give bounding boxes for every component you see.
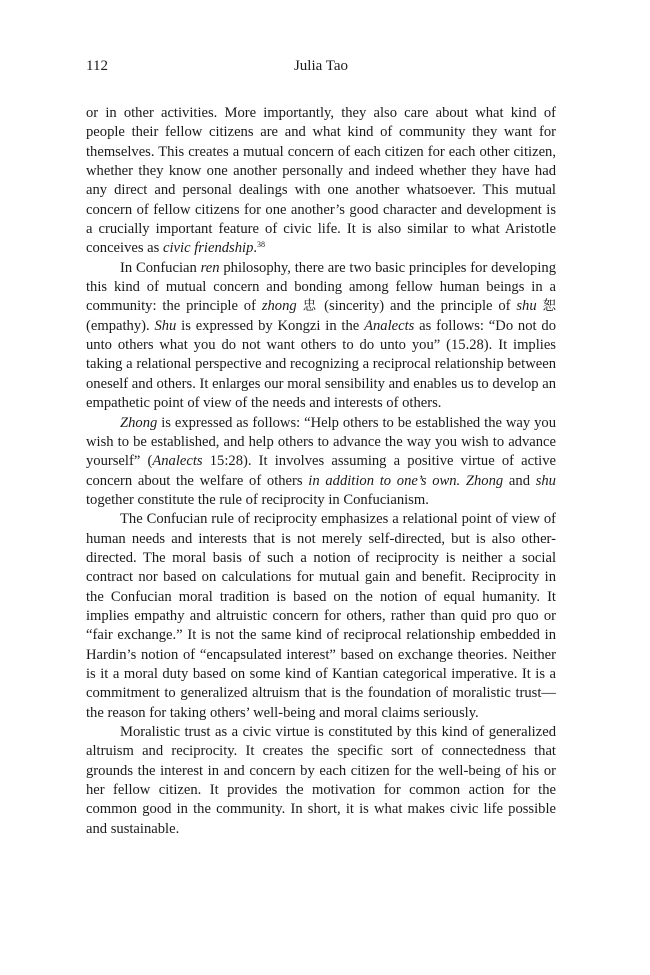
- italic-term: civic friendship: [163, 240, 254, 257]
- italic-term: Shu: [154, 317, 177, 334]
- body-text: [86, 104, 556, 839]
- chinese-character-zhong: 忠: [302, 298, 319, 315]
- text-run: as follows: “Do not do unto others what you do not want others to do unto you” (15.28). It implies taking a relational perspective and recognizing a reciprocal relationship between oneself and others. It enlarges our moral sensibility and enables us to develop an empathetic point of view of the needs and interests of others.: [86, 317, 556, 412]
- page-number: 112: [86, 58, 108, 74]
- text-run: The Confucian rule of reciprocity emphasizes a relational point of view of human needs and interests that is not merely self-directed, but is also other-directed. The moral basis of such a notion of reciprocity is neither a social contract nor based on calculations for mutual gain and benefit. Reciprocity in the Confucian moral tradition is based on the notion of equal humanity. It implies empathy and altruistic concern for others, rather than quid pro quo or “fair exchange.” It is not the same kind of reciprocal relationship embedded in Hardin’s notion of “encapsulated interest” based on exchange theories. Neither is it a moral duty based on some kind of Kantian categorical imperative. It is a commitment to generalized altruism that is the foundation of moralistic trust—the reason for taking others’ well-being and moral claims seriously.: [86, 511, 556, 721]
- italic-title: Analects: [152, 453, 203, 470]
- italic-term: ren: [200, 259, 220, 276]
- text-run: together constitute the rule of reciprocity in Confucianism.: [86, 491, 429, 508]
- paragraph-moralistic-trust: [86, 723, 556, 839]
- text-run: Moralistic trust as a civic virtue is constituted by this kind of generalized altruism and reciprocity. It creates the specific sort of connectedness that grounds the interest in and concern by each citizen for the well-being of his or her fellow citizen. It provides the motivation for common action for the common good in the community. In short, it is what makes civic life possible and sustainable.: [86, 724, 556, 837]
- text-run: and: [503, 472, 536, 489]
- italic-title: Analects: [364, 317, 415, 334]
- text-run: philosophy, there are two basic principles for developing this kind of mutual concern and bonding among fellow human beings in a community: the principle of: [86, 259, 556, 315]
- text-run: (sincerity) and the principle of: [318, 298, 517, 315]
- paragraph-zhong: [86, 414, 556, 511]
- text-run: .: [253, 240, 258, 257]
- italic-term: shu: [535, 472, 556, 489]
- text-run: or in other activities. More importantly, they also care about what kind of people their fellow citizens are and what kind of community they want for themselves. This creates a mutual concern of each citizen for each other citizen, whether they know one another personally and indeed whether they have had any direct and personal dealings with one another whatsoever. This mutual concern of fellow citizens for one another’s good character and development is a crucially important feature of civic life. It is also similar to what Aristotle conceives as: [86, 105, 556, 257]
- text-run: is expressed as follows: “Help others to be established the way you wish to be established, and help others to advance the way you wish to advance yourself” (: [86, 414, 556, 470]
- paragraph-reciprocity: [86, 510, 556, 723]
- paragraph-ren-principles: [86, 259, 556, 414]
- italic-term: Zhong: [120, 414, 158, 431]
- text-run: In Confucian: [120, 259, 201, 276]
- italic-term: zhong: [261, 298, 297, 315]
- running-head: [86, 58, 556, 80]
- text-run: is expressed by Kongzi in the: [176, 317, 365, 334]
- paragraph-civic-friendship: [86, 104, 556, 259]
- text-run: (empathy).: [86, 317, 155, 334]
- running-title: Julia Tao: [293, 58, 349, 74]
- chinese-character-shu: 恕: [542, 298, 557, 315]
- italic-phrase: in addition to one’s own. Zhong: [308, 472, 504, 489]
- footnote-marker: 38: [257, 240, 266, 250]
- italic-term: shu: [516, 298, 537, 315]
- text-run: 15:28). It involves assuming a positive virtue of active concern about the welfare of others: [86, 453, 557, 489]
